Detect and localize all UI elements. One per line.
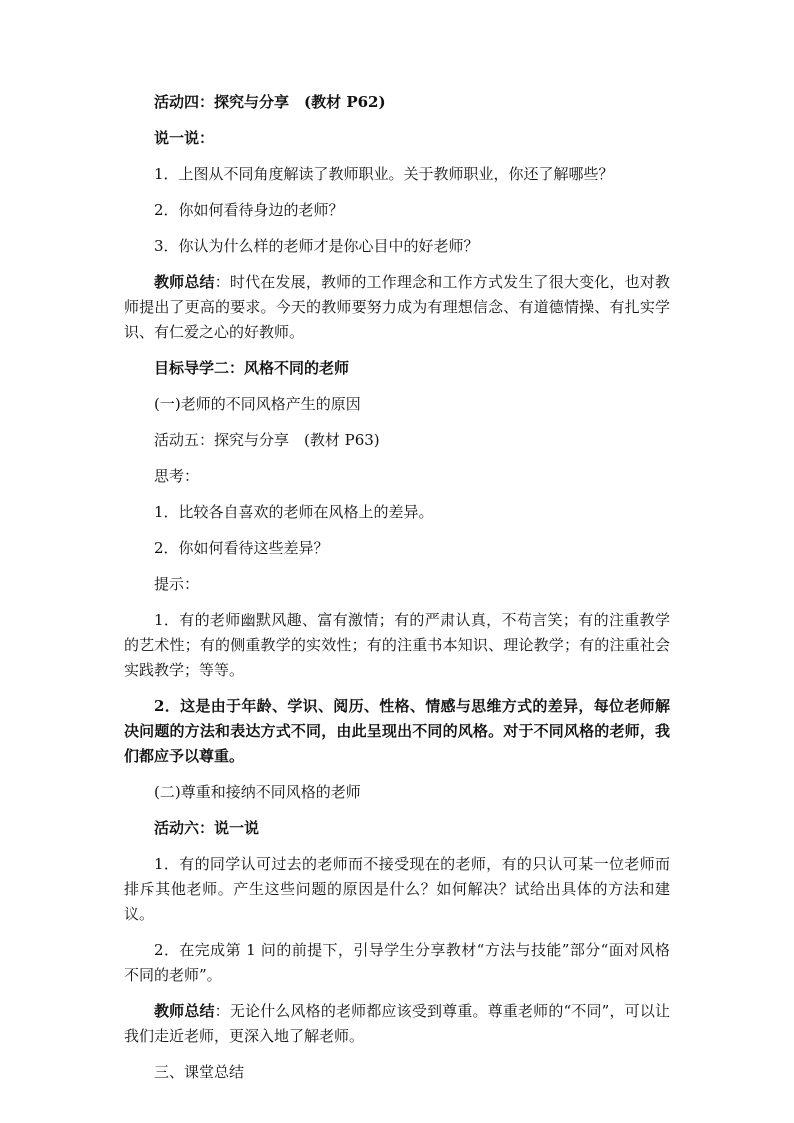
teacher-summary-1 bbox=[124, 270, 670, 345]
activity6-question-2: 2．在完成第 1 问的前提下，引导学生分享教材“方法与技能”部分“面对风格不同的老师”。 bbox=[124, 941, 670, 984]
question-3: 3．你认为什么样的老师才是你心目中的好老师？ bbox=[154, 237, 479, 255]
say-label: 说一说： bbox=[154, 129, 215, 147]
teacher-summary-2 bbox=[124, 999, 670, 1049]
question-2: 2．你如何看待身边的老师？ bbox=[154, 201, 344, 219]
summary2-label: 教师总结 bbox=[154, 1002, 215, 1020]
document-body bbox=[124, 90, 670, 1096]
think-question-1: 1．比较各自喜欢的老师在风格上的差异。 bbox=[154, 503, 434, 521]
section1-title: (一)老师的不同风格产生的原因 bbox=[154, 395, 361, 413]
activity6-title: 活动六：说一说 bbox=[154, 819, 260, 837]
section2-title: (二)尊重和接纳不同风格的老师 bbox=[154, 783, 361, 801]
think-label: 思考： bbox=[154, 467, 200, 485]
question-1: 1．上图从不同角度解读了教师职业。关于教师职业，你还了解哪些？ bbox=[154, 165, 614, 183]
activity4-title: 活动四：探究与分享 (教材 P62) bbox=[154, 93, 386, 111]
goal2-title: 目标导学二：风格不同的老师 bbox=[154, 359, 350, 377]
hint-2: 2．这是由于年龄、学识、阅历、性格、情感与思维方式的差异，每位老师解决问题的方法和表达方式不同，由此呈现出不同的风格。对于不同风格的老师，我们都应予以尊重。 bbox=[124, 697, 670, 765]
class-summary-title: 三、课堂总结 bbox=[154, 1063, 245, 1081]
summary1-text: ：时代在发展，教师的工作理念和工作方式发生了很大变化，也对教师提出了更高的要求。今天的教师要努力成为有理想信念、有道德情操、有扎实学识、有仁爱之心的好教师。 bbox=[124, 273, 670, 341]
summary1-label: 教师总结 bbox=[154, 273, 215, 291]
hint-1: 1．有的老师幽默风趣、富有激情；有的严肃认真，不苟言笑；有的注重教学的艺术性；有的侧重教学的实效性；有的注重书本知识、理论教学；有的注重社会实践教学；等等。 bbox=[124, 611, 670, 679]
think-question-2: 2．你如何看待这些差异？ bbox=[154, 539, 329, 557]
activity5-title: 活动五：探究与分享 (教材 P63) bbox=[154, 431, 380, 449]
hint-label: 提示： bbox=[154, 575, 200, 593]
activity6-question-1: 1．有的同学认可过去的老师而不接受现在的老师，有的只认可某一位老师而排斥其他老师。产生这些问题的原因是什么？如何解决？试给出具体的方法和建议。 bbox=[124, 855, 670, 923]
summary2-text: ：无论什么风格的老师都应该受到尊重。尊重老师的“不同”，可以让我们走近老师，更深入地了解老师。 bbox=[124, 1002, 670, 1045]
